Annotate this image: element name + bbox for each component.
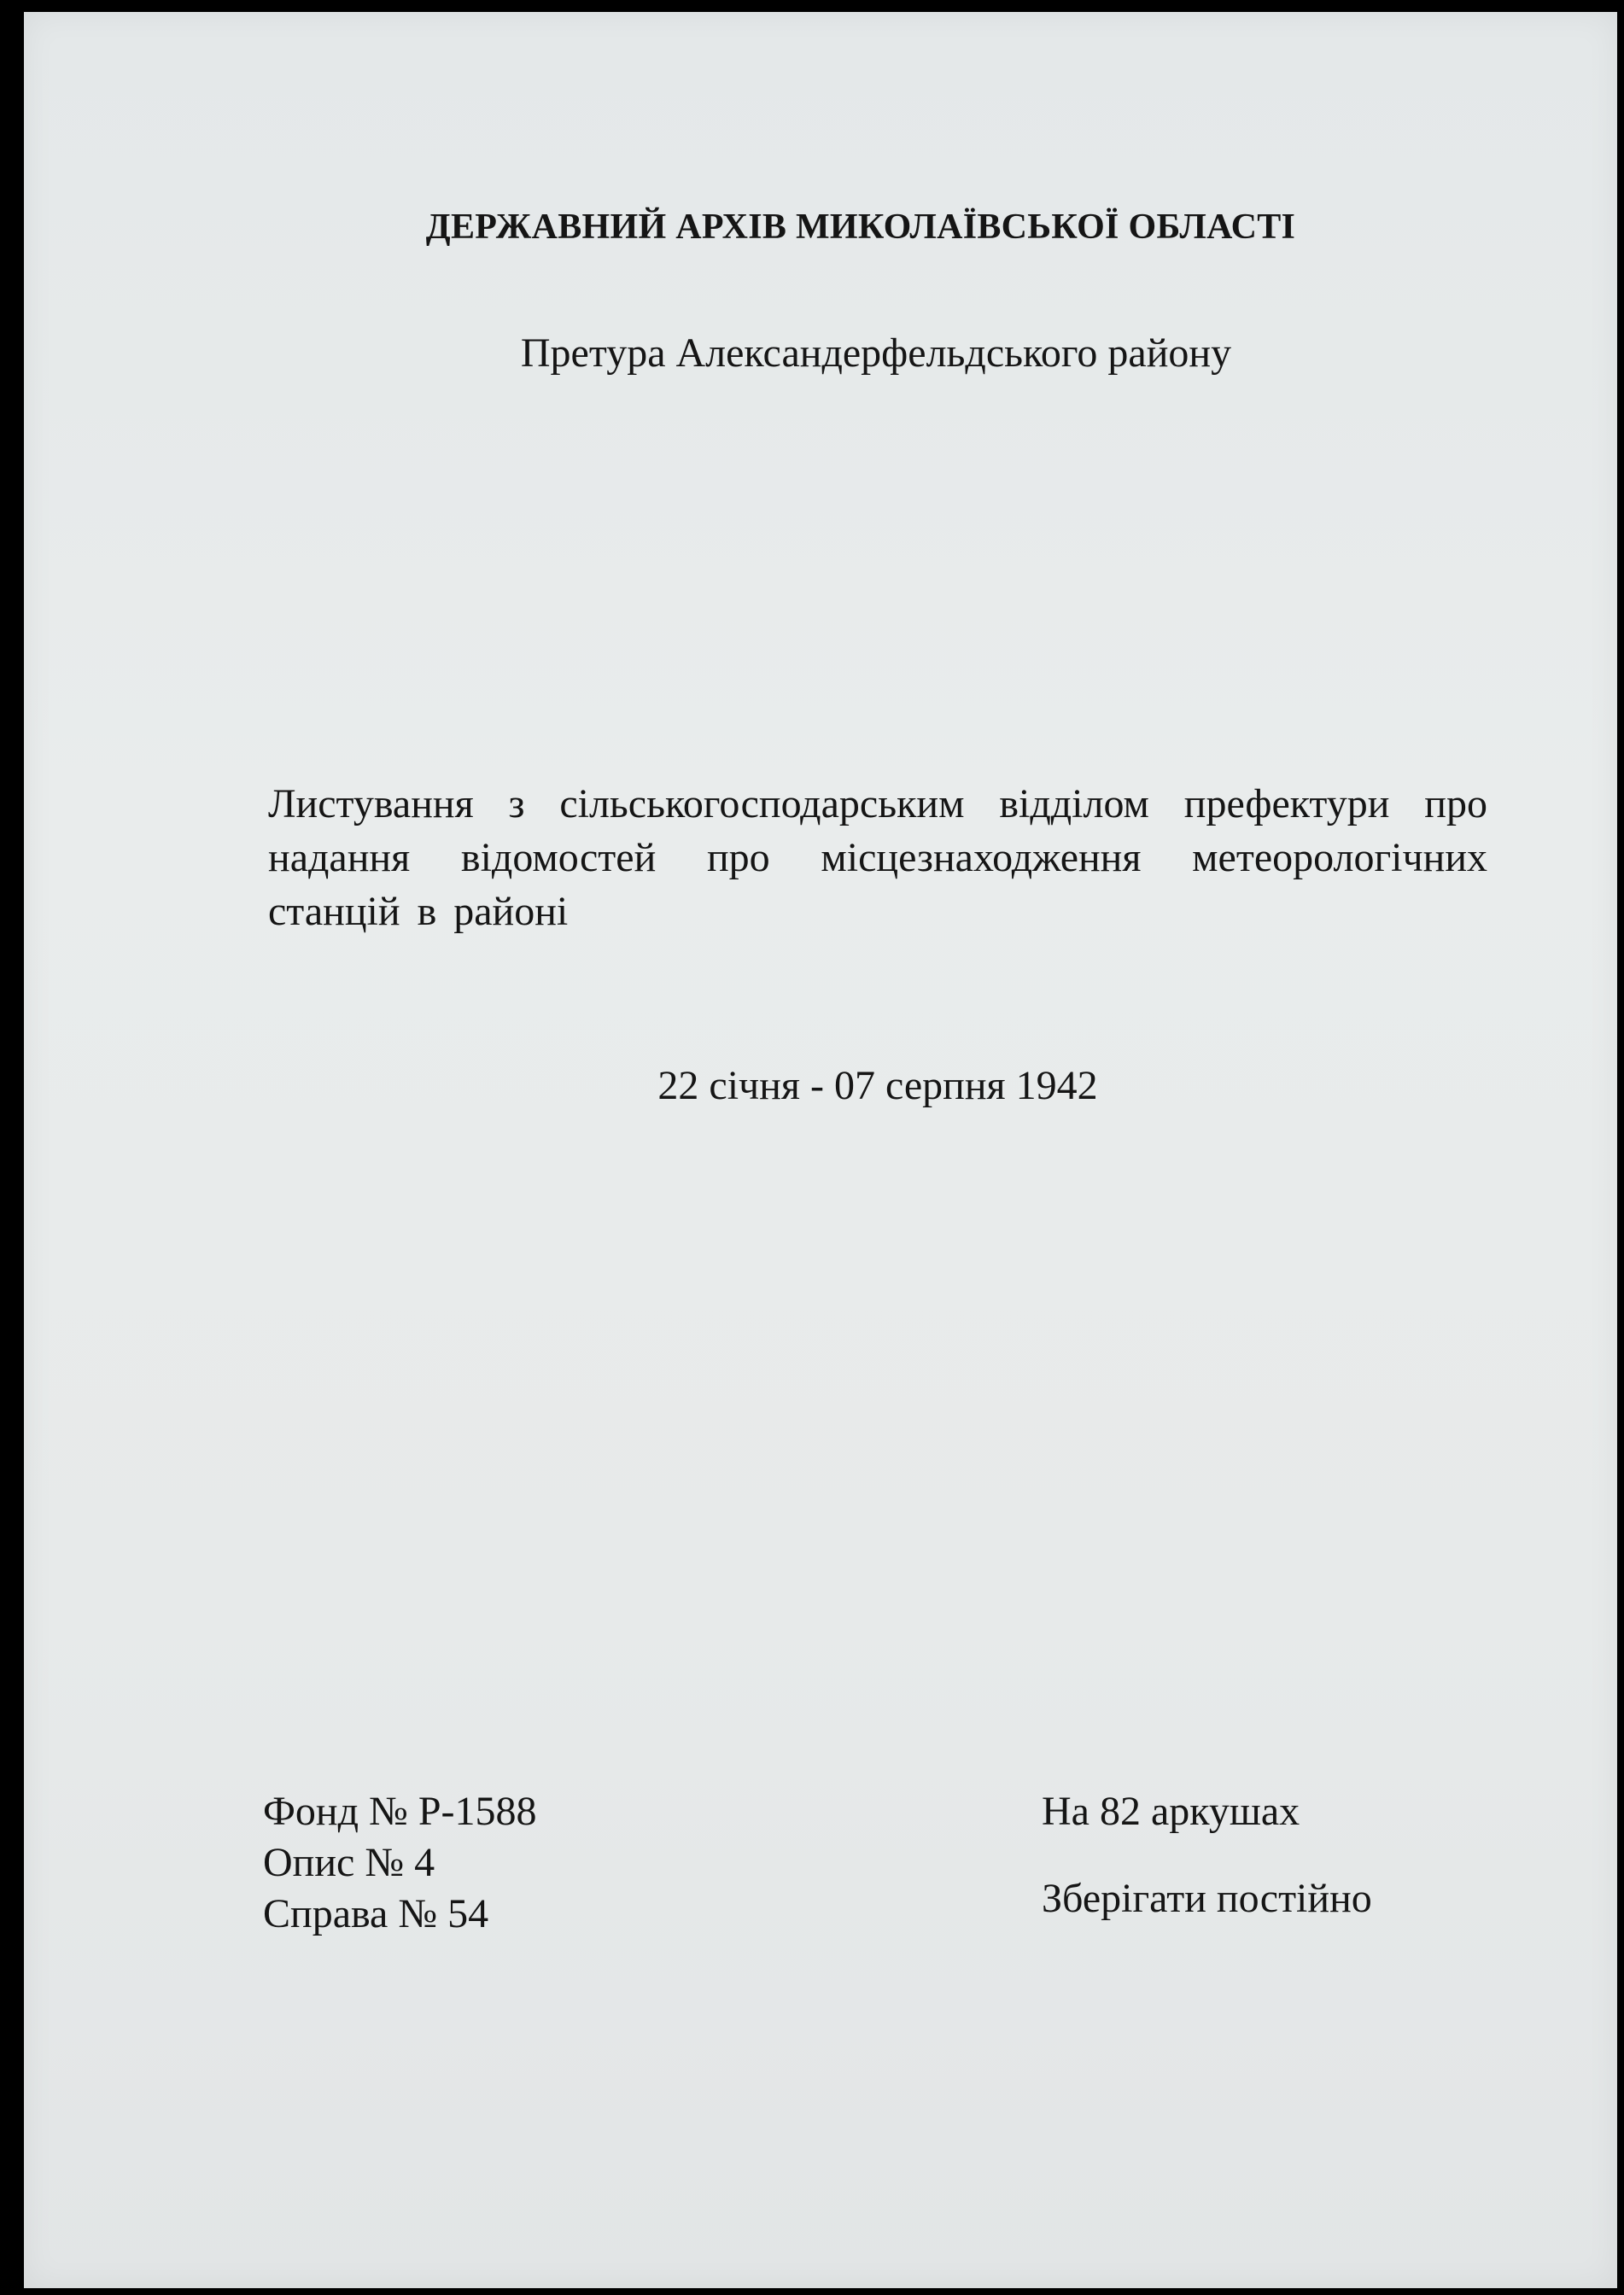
archive-references — [263, 1786, 537, 1940]
storage-term: Зберігати постійно — [1042, 1876, 1372, 1921]
sheets-count: На 82 аркушах — [1042, 1789, 1300, 1834]
opys-number: Опис № 4 — [263, 1840, 435, 1885]
fond-number: Фонд № Р-1588 — [263, 1789, 537, 1834]
case-dates: 22 січня - 07 серпня 1942 — [657, 1063, 1098, 1108]
case-title: Листування з сільськогосподарським відділом префектури про надання відомостей про місцезнаходження метеорологічних станцій в районі — [268, 781, 1487, 934]
fund-name: Претура Александерфельдського району — [520, 330, 1232, 376]
paper-sheet — [24, 12, 1617, 2288]
archive-title: ДЕРЖАВНИЙ АРХІВ МИКОЛАЇВСЬКОЇ ОБЛАСТІ — [425, 207, 1296, 247]
sprava-number: Справа № 54 — [263, 1891, 489, 1936]
